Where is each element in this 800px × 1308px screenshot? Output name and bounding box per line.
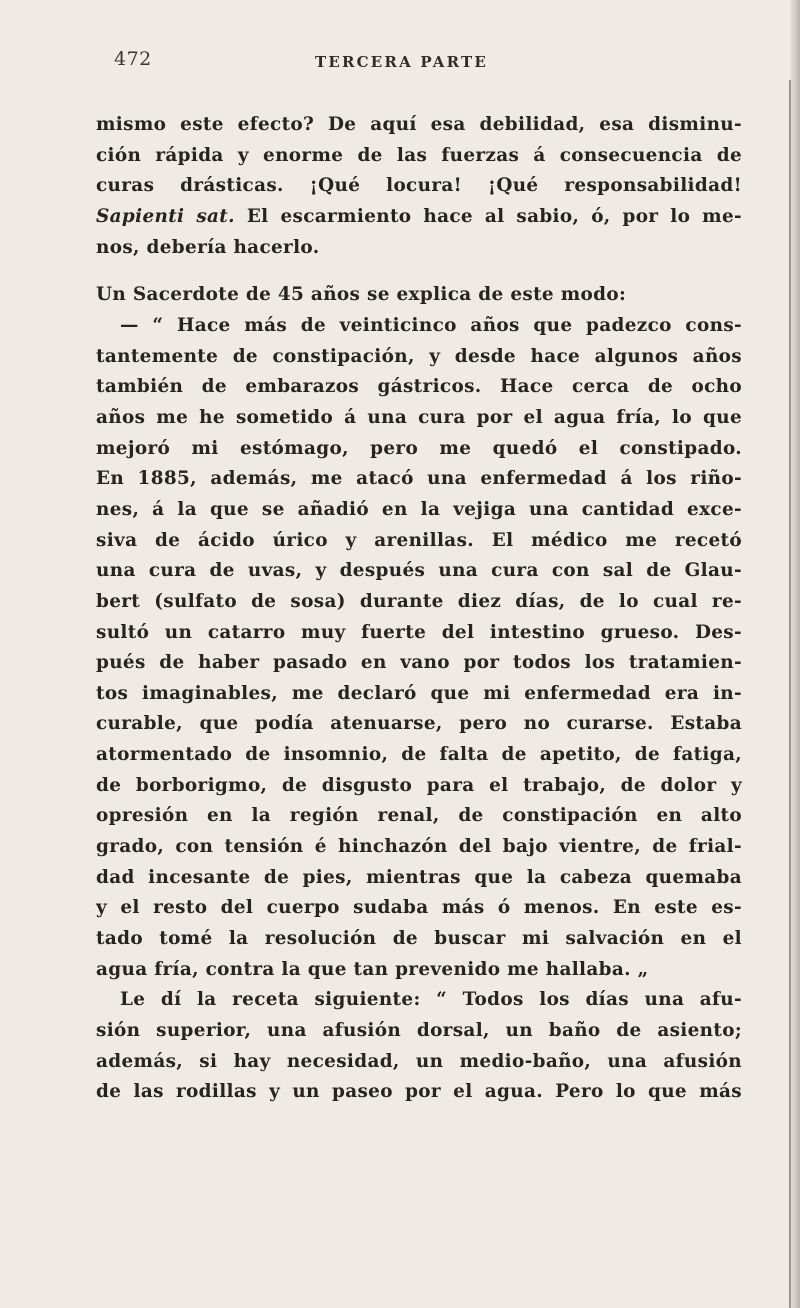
text-line [96,202,742,233]
body-text [96,110,742,1108]
text-line: tado tomé la resolución de buscar mi salvación en el [96,928,742,950]
page-edge-line [789,80,791,1308]
running-head: TERCERA PARTE [315,53,488,71]
text-line: atormentado de insomnio, de falta de apetito, de fatiga, [96,744,742,766]
text-line: dad incesante de pies, mientras que la cabeza quemaba [96,866,742,888]
text-line: nes, á la que se añadió en la vejiga una cantidad exce- [96,498,742,520]
text-line: mejoró mi estómago, pero me quedó el constipado. [96,437,742,459]
text-line: de borborigmo, de disgusto para el trabajo, de dolor y [96,774,742,796]
text-line: bert (sulfato de sosa) durante diez días, de lo cual re- [96,590,742,612]
text-line: una cura de uvas, y después una cura con sal de Glau- [96,560,742,582]
text-line: sultó un catarro muy fuerte del intestino grueso. Des- [96,621,742,643]
text-line: tantemente de constipación, y desde hace algunos años [96,345,742,367]
paragraph-gap [96,263,742,280]
text-line: ción rápida y enorme de las fuerzas á consecuencia de [96,144,742,166]
text-line: tos imaginables, me declaró que mi enfermedad era in- [96,682,742,704]
page-edge-shadow [790,0,800,1308]
text-line: pués de haber pasado en vano por todos los tratamien- [96,652,742,674]
page-number: 472 [114,48,152,70]
text-line: mismo este efecto? De aquí esa debilidad, esa disminu- [96,114,742,135]
text-line: opresión en la región renal, de constipación en alto [96,805,742,827]
text-line-rest: El escarmiento hace al sabio, ó, por lo me- [234,205,742,227]
text-line: Le dí la receta siguiente: “ Todos los días una afu- [120,989,742,1011]
text-line: agua fría, contra la que tan prevenido me hallaba. „ [96,958,649,980]
text-line: curable, que podía atenuarse, pero no curarse. Estaba [96,713,742,735]
latin-phrase: Sapienti sat. [96,205,235,227]
text-line: sión superior, una afusión dorsal, un baño de asiento; [96,1020,742,1042]
text-line: grado, con tensión é hinchazón del bajo vientre, de frial- [96,836,742,858]
text-line: también de embarazos gástricos. Hace cerca de ocho [96,376,742,398]
text-line: curas drásticas. ¡Qué locura! ¡Qué responsabilidad! [96,175,742,197]
text-line: nos, debería hacerlo. [96,236,320,258]
text-line: y el resto del cuerpo sudaba más ó menos. En este es- [96,897,742,919]
text-line: En 1885, además, me atacó una enfermedad á los riño- [96,468,742,490]
text-line: además, si hay necesidad, un medio-baño, una afusión [96,1050,742,1072]
text-line: años me he sometido á una cura por el agua fría, lo que [96,406,742,428]
text-line: — “ Hace más de veinticinco años que padezco cons- [120,314,742,336]
text-line: siva de ácido úrico y arenillas. El médico me recetó [96,529,742,551]
text-line: Un Sacerdote de 45 años se explica de este modo: [96,284,627,306]
page-header [0,48,790,78]
text-line: de las rodillas y un paseo por el agua. Pero lo que más [96,1081,742,1103]
